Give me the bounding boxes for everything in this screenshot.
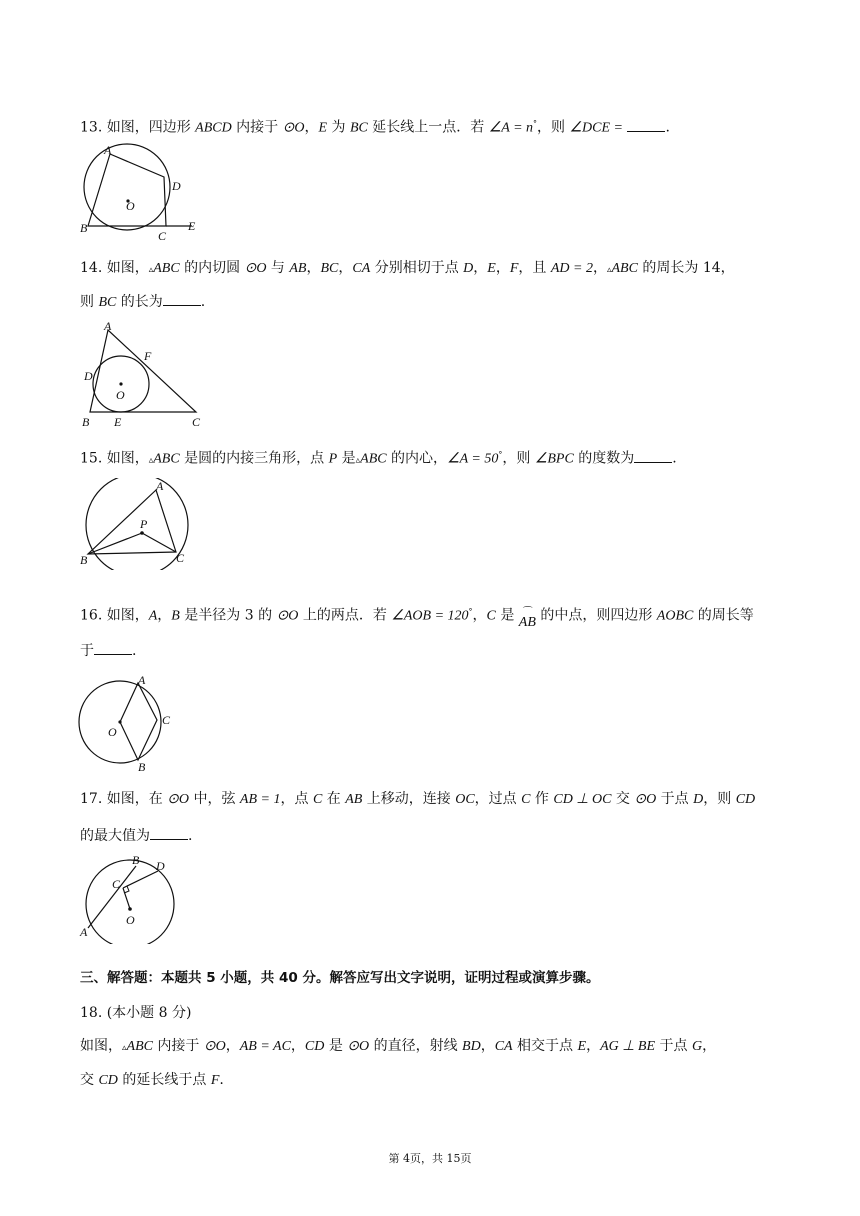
q16-figure bbox=[72, 674, 182, 774]
svg-text:B: B bbox=[80, 553, 88, 567]
answer-blank bbox=[627, 117, 665, 132]
svg-text:C: C bbox=[158, 229, 167, 242]
svg-text:O: O bbox=[108, 725, 117, 739]
svg-text:E: E bbox=[188, 219, 196, 233]
svg-text:D: D bbox=[84, 369, 93, 383]
q14-line2: 则 BC 的长为 . bbox=[80, 291, 205, 313]
svg-text:E: E bbox=[114, 415, 122, 429]
svg-text:B: B bbox=[82, 415, 90, 429]
svg-text:C: C bbox=[176, 551, 185, 565]
q16-line2: 于 . bbox=[80, 640, 136, 661]
q16-line1: 16. 如图，A，B 是半径为 3 的 ⊙O 上的两点．若 ∠AOB = 120°，C 是 ⌒ AB 的中点，则四边形 AOBC 的周长等 bbox=[80, 606, 754, 630]
q15-text: 15. 如图，▵ABC 是圆的内接三角形，点 P 是▵ABC 的内心，∠A = 50°，则 ∠BPC 的度数为 . bbox=[80, 445, 677, 471]
answer-blank bbox=[94, 640, 132, 655]
q17-figure bbox=[78, 852, 182, 944]
svg-text:A: A bbox=[156, 479, 164, 493]
q13-figure bbox=[76, 142, 206, 242]
svg-text:O: O bbox=[126, 199, 135, 213]
q18-line2: 交 CD 的延长线于点 F. bbox=[80, 1072, 224, 1088]
svg-text:F: F bbox=[144, 349, 152, 363]
svg-text:B: B bbox=[138, 760, 146, 774]
q15-figure bbox=[78, 478, 198, 570]
svg-text:O: O bbox=[126, 913, 135, 927]
svg-text:P: P bbox=[140, 517, 148, 531]
svg-text:A: A bbox=[104, 319, 112, 333]
q18-header: 18. (本小题 8 分) bbox=[80, 1005, 192, 1021]
svg-text:B: B bbox=[80, 221, 88, 235]
svg-text:B: B bbox=[132, 853, 140, 867]
svg-text:A: A bbox=[80, 925, 88, 939]
q17-line1: 17. 如图，在 ⊙O 中，弦 AB = 1，点 C 在 AB 上移动，连接 OC，过点 C 作 CD ⊥ OC 交 ⊙O 于点 D，则 CD bbox=[80, 791, 756, 807]
svg-text:D: D bbox=[156, 859, 165, 873]
q14-line1: 14. 如图，▵ABC 的内切圆 ⊙O 与 AB，BC，CA 分别相切于点 D，E，F，且 AD = 2，▵ABC 的周长为 14， bbox=[80, 260, 735, 276]
answer-blank bbox=[634, 448, 672, 463]
q14-figure bbox=[78, 318, 208, 430]
arc-ab: ⌒ AB bbox=[518, 606, 536, 630]
svg-text:A: A bbox=[104, 143, 112, 157]
section-heading: 三、解答题：本题共 5 小题，共 40 分。解答应写出文字说明，证明过程或演算步骤。 bbox=[80, 970, 600, 986]
svg-text:C: C bbox=[112, 877, 121, 891]
page-footer: 第 4页，共 15页 bbox=[388, 1152, 472, 1165]
q13-text: 13. 如图，四边形 ABCD 内接于 ⊙O，E 为 BC 延长线上一点．若 ∠A = n°，则 ∠DCE = . bbox=[80, 114, 670, 139]
svg-text:D: D bbox=[172, 179, 181, 193]
svg-text:C: C bbox=[162, 713, 171, 727]
svg-text:A: A bbox=[138, 674, 146, 687]
answer-blank bbox=[163, 291, 201, 306]
svg-text:O: O bbox=[116, 388, 125, 402]
svg-text:C: C bbox=[192, 415, 201, 429]
q17-line2: 的最大值为 . bbox=[80, 825, 192, 846]
q18-line1: 如图，▵ABC 内接于 ⊙O，AB = AC，CD 是 ⊙O 的直径，射线 BD，CA 相交于点 E，AG ⊥ BE 于点 G， bbox=[80, 1038, 717, 1054]
answer-blank bbox=[150, 825, 188, 840]
